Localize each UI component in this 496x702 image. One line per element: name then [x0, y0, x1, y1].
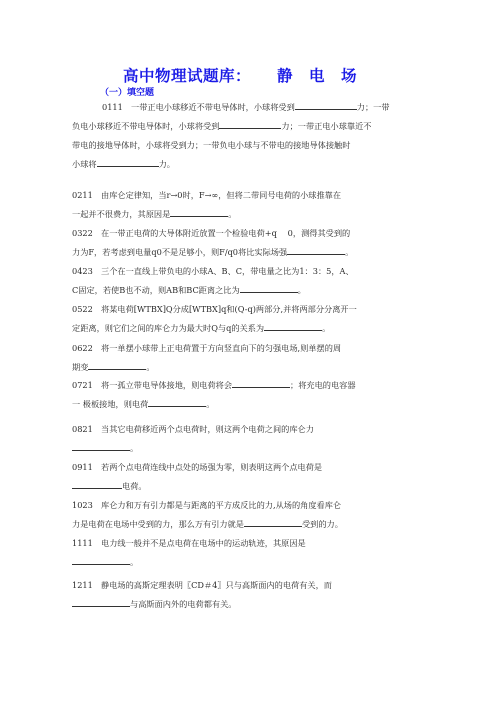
- question-text: 一起并不很费力，其原因是: [72, 209, 171, 219]
- question-line: [72, 319, 434, 338]
- answer-blank[interactable]: [72, 479, 122, 489]
- question-line: [72, 439, 434, 458]
- question-line: [72, 98, 434, 117]
- question-q1111: [72, 534, 434, 572]
- question-line: [72, 477, 434, 496]
- question-text: 小球将: [72, 159, 97, 169]
- question-line: [72, 534, 434, 553]
- question-line: [72, 136, 434, 155]
- question-text: 。: [146, 362, 155, 372]
- question-text: 负电小球移近不带电导体时，小球将受到: [72, 121, 220, 131]
- question-text: 1023 库仑力和万有引力都是与距离的平方成反比的力,从场的角度看库仑: [72, 500, 342, 510]
- question-text: 力是电荷在电场中受到的力，那么万有引力就是: [72, 519, 244, 529]
- question-text: 0111 一带正电小球移近不带电导体时，小球将受到: [102, 102, 295, 112]
- question-q0911: [72, 458, 434, 496]
- answer-blank[interactable]: [295, 100, 357, 110]
- question-text: 。: [322, 323, 331, 333]
- answer-blank[interactable]: [287, 245, 345, 255]
- question-text: 0522 将某电荷[WTBX]Q分成[WTBX]q和(Q-q)两部分,并将两部分分离开一: [72, 304, 357, 314]
- question-line: [72, 553, 434, 572]
- answer-blank[interactable]: [170, 207, 228, 217]
- question-line: [72, 243, 434, 262]
- question-text: 。: [206, 399, 215, 409]
- question-line: [72, 576, 434, 595]
- question-text: 0211 由库仑定律知，当r→0时，F→∞，但将二带同号电荷的小球推靠在: [72, 190, 342, 200]
- question-text: 0911 若两个点电荷连线中点处的场强为零，则表明这两个点电荷是: [72, 462, 323, 472]
- page-title: [0, 64, 496, 86]
- question-text: 1211 静电场的高斯定理表明〖CD＃4〗只与高斯面内的电荷有关，而: [72, 580, 332, 590]
- question-text: C固定，若使B也不动，则AB和BC距离之比为: [72, 285, 240, 295]
- question-text: 带电的接地导体时，小球将受到力；一带负电小球与不带电的接地导体接触时: [72, 140, 351, 150]
- question-text: 力。: [158, 159, 175, 169]
- question-text: 电荷。: [122, 481, 147, 491]
- question-q0622: [72, 339, 434, 377]
- answer-blank[interactable]: [97, 157, 159, 167]
- question-text: 0821 当其它电荷移近两个点电荷时，则这两个电荷之间的库仑力: [72, 424, 314, 434]
- question-q0111: [72, 98, 434, 174]
- question-q0721: [72, 376, 434, 414]
- answer-blank[interactable]: [72, 555, 130, 565]
- section-heading: （一）填空题: [100, 88, 155, 98]
- answer-blank[interactable]: [72, 441, 130, 451]
- question-q0211: [72, 186, 434, 224]
- question-q1211: [72, 576, 434, 614]
- question-text: 0622 将一单摆小球带上正电荷置于方向竖直向下的匀强电场,则单摆的周: [72, 343, 342, 353]
- question-text: ；将充电的电容器: [290, 380, 356, 390]
- question-line: [72, 595, 434, 614]
- question-q0522: [72, 300, 434, 338]
- question-text: 期变: [72, 362, 89, 372]
- question-text: 定距离，则它们之间的库仑力为最大时Q与q的关系为: [72, 323, 265, 333]
- question-text: 力；一带正电小球靠近不: [281, 121, 372, 131]
- question-line: [72, 300, 434, 319]
- question-line: [72, 117, 434, 136]
- question-line: [72, 281, 434, 300]
- question-line: [72, 155, 434, 174]
- question-line: [72, 515, 434, 534]
- question-line: [72, 186, 434, 205]
- question-text: 。: [130, 557, 139, 567]
- question-text: 1111 电力线一般并不是点电荷在电场中的运动轨迹，其原因是: [72, 538, 306, 548]
- question-line: [72, 458, 434, 477]
- answer-blank[interactable]: [148, 397, 206, 407]
- question-q0821: [72, 420, 434, 458]
- question-text: 。: [130, 443, 139, 453]
- answer-blank[interactable]: [232, 378, 290, 388]
- question-text: 一 极板接地，则电荷: [72, 399, 149, 409]
- answer-blank[interactable]: [244, 517, 302, 527]
- question-line: [72, 395, 434, 414]
- answer-blank[interactable]: [72, 597, 130, 607]
- question-text: 受到的力。: [301, 519, 343, 529]
- title-main: 高中物理试题库：: [122, 67, 251, 85]
- question-text: 0721 将一孤立带电导体接地，则电荷将会: [72, 380, 233, 390]
- question-text: 。: [228, 209, 237, 219]
- title-topic: 静 电 场: [276, 67, 358, 85]
- question-line: [72, 205, 434, 224]
- answer-blank[interactable]: [264, 321, 322, 331]
- question-line: [72, 262, 434, 281]
- answer-blank[interactable]: [240, 283, 298, 293]
- question-q0423: [72, 262, 434, 300]
- answer-blank[interactable]: [219, 119, 281, 129]
- question-text: 。: [345, 247, 354, 257]
- question-text: 力；一带: [356, 102, 390, 112]
- question-line: [72, 420, 434, 439]
- question-line: [72, 339, 434, 358]
- question-line: [72, 358, 434, 377]
- question-text: 0322 在一带正电荷的大导体附近放置一个检验电荷+q 0，测得其受到的: [72, 228, 351, 238]
- question-q1023: [72, 496, 434, 534]
- question-text: 。: [297, 285, 306, 295]
- question-line: [72, 496, 434, 515]
- question-line: [72, 224, 434, 243]
- question-text: 0423 三个在一直线上带负电的小球A、B、C，带电量之比为1：3：5，A、: [72, 266, 354, 276]
- question-line: [72, 376, 434, 395]
- question-text: 与高斯面内外的电荷都有关。: [130, 599, 237, 609]
- answer-blank[interactable]: [88, 360, 146, 370]
- question-q0322: [72, 224, 434, 262]
- question-text: 力为F，若考虑到电量q0不是足够小，则F/q0将比实际场强: [72, 247, 288, 257]
